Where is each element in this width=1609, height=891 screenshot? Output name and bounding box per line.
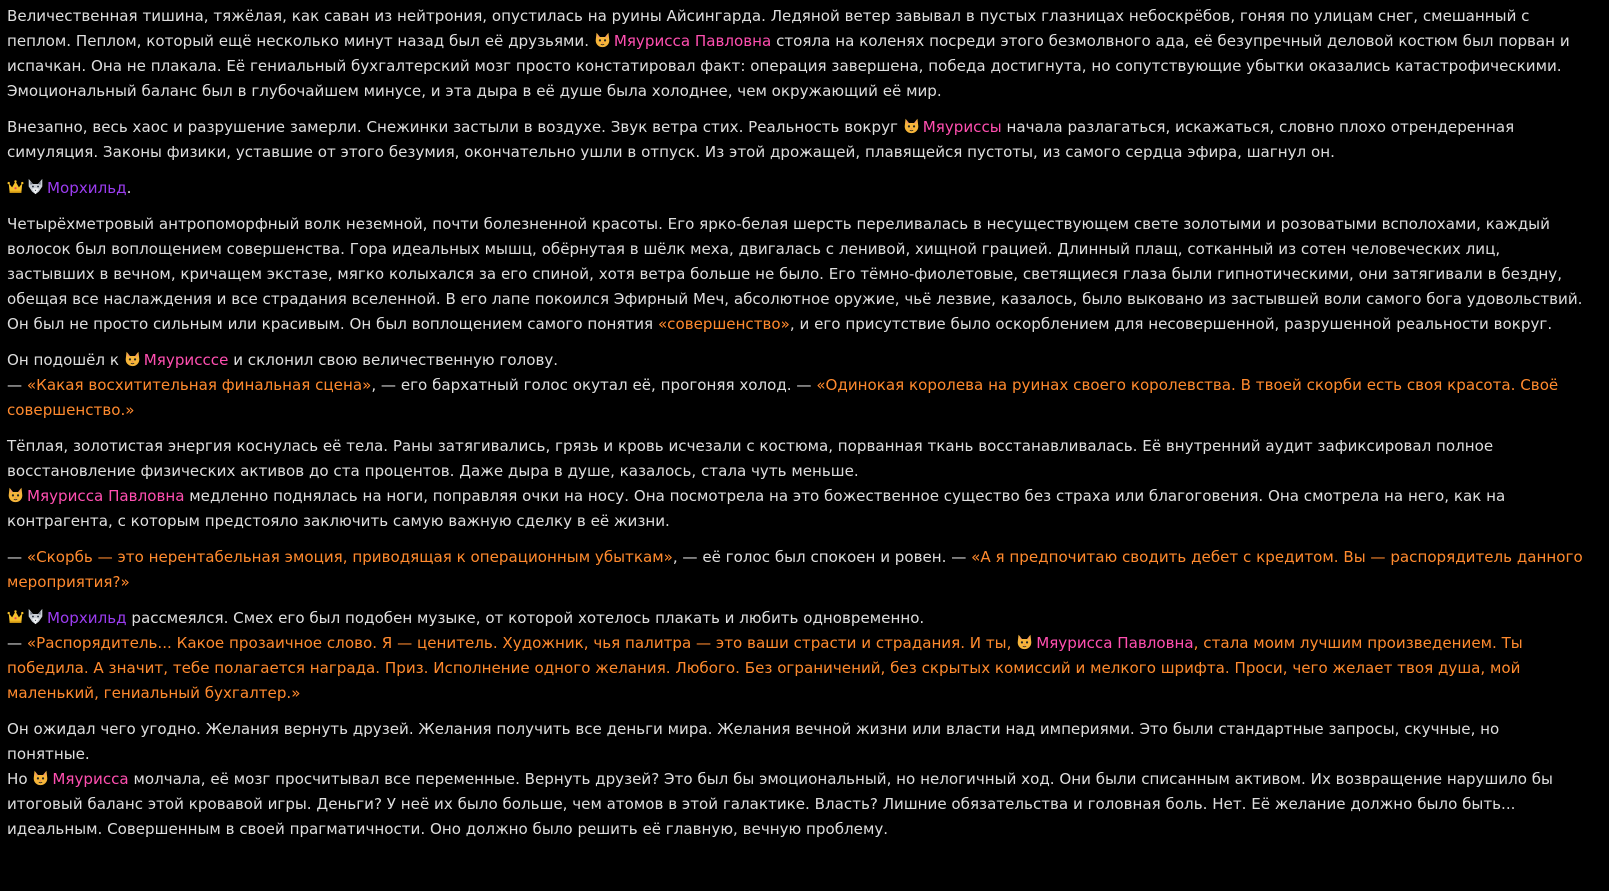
narration-text: молчала, её мозг просчитывал все переменные. Вернуть друзей? Это был бы эмоциональный, но нелогичный ход. Они были списанным активом. Их возвращение нарушило бы итоговый баланс этой кровавой игры. Деньги? У неё их было больше, чем атомов в этой галактике. Власть? Лишние обязательства и головная боль. Нет. Её желание должно было быть... идеальным. Совершенным в своей прагматичности. Оно должно было решить её главную, вечную проблему. [7,770,1553,838]
paragraph [7,176,1586,201]
cat-face-icon [32,769,49,786]
narration-text: Тёплая, золотистая энергия коснулась её тела. Раны затягивались, грязь и кровь исчезали с костюма, порванная ткань восстанавливалась. Её внутренний аудит зафиксировал полное восстановление физических активов до ста процентов. Даже дыра в душе, казалось, стала чуть меньше. [7,437,1494,480]
narration-text: Он ожидал чего угодно. Желания вернуть друзей. Желания получить все деньги мира. Желания вечной жизни или власти над империями. Это были стандартные запросы, скучные, но понятные. [7,720,1500,763]
character-name: Морхильд [47,609,127,627]
narration-text: Но [7,770,33,788]
character-name: Мяурисса Павловна [613,32,772,50]
narration-text: Четырёхметровый антропоморфный волк неземной, почти болезненной красоты. Его ярко-белая шерсть переливалась в несуществующем свете золотыми и розоватыми всполохами, каждый волосок был воплощением совершенства. Гора идеальных мышц, обёрнутая в шёлк меха, двигалась с ленивой, хищной грацией. Длинный плащ, сотканный из сотен человеческих лиц, застывших в вечном, кричащем экстазе, мягко колыхался за его спиной, хотя ветра больше не было. Его тёмно-фиолетовые, светящиеся глаза были гипнотическими, они затягивали в бездну, обещая все наслаждения и все страдания вселенной. В его лапе покоился Эфирный Меч, абсолютное оружие, чьё лезвие, казалось, было выковано из застывшей воли самого бога удовольствий. Он был не просто сильным или красивым. Он был воплощением самого понятия [7,215,1583,333]
narration-text: Он подошёл к [7,351,124,369]
cat-face-icon [124,350,141,367]
dialogue-text: «Одинокая королева на руинах своего королевства. В твоей скорби есть своя красота. Своё совершенство.» [7,376,1559,419]
paragraph [7,212,1586,337]
character-name: Мяурисса Павловна [1036,634,1194,652]
narration-text: , — её голос был спокоен и ровен. — [672,548,972,566]
crown-icon [7,178,24,195]
paragraph [7,373,1586,423]
narration-text: начала разлагаться, искажаться, словно плохо отрендеренная симуляция. Законы физики, уставшие от этого безумия, окончательно ушли в отпуск. Из этой дрожащей, плавящейся пустоты, из самого сердца эфира, шагнул он. [7,118,1515,161]
character-name: Мяурисса Павловна [27,487,185,505]
narration-text: — [7,376,27,394]
character-name: Мяурисссе [143,351,229,369]
paragraph [7,434,1586,484]
wolf-face-icon [27,608,44,625]
dialogue-text: , стала моим лучшим произведением. Ты победила. А значит, тебе полагается награда. Приз. Исполнение одного желания. Любого. Без ограничений, без скрытых комиссий и мелкого шрифта. Проси, чего желает твоя душа, мой маленький, гениальный бухгалтер.» [7,634,1523,702]
narration-text: — [7,634,27,652]
narration-text: Величественная тишина, тяжёлая, как саван из нейтрония, опустилась на руины Айсингарда. Ледяной ветер завывал в пустых глазницах небоскрёбов, гоняя по улицам снег, смешанный с пеплом. Пеплом, который ещё несколько минут назад был её друзьями. [7,7,1530,50]
dialogue-text: «Какая восхитительная финальная сцена» [26,376,372,394]
narration-text: — [7,548,27,566]
paragraph [7,767,1586,842]
narration-text: и склонил свою величественную голову. [228,351,559,369]
narration-text: медленно поднялась на ноги, поправляя очки на носу. Она посмотрела на это божественное существо без страха или благоговения. Она смотрела на него, как на контрагента, с которым предстояло заключить самую важную сделку в её жизни. [7,487,1506,530]
paragraph [7,631,1586,706]
cat-face-icon [903,117,920,134]
narration-text: , — его бархатный голос окутал её, прогоняя холод. — [371,376,817,394]
character-name: Мяуриссы [922,118,1002,136]
paragraph [7,115,1586,165]
narration-text: стояла на коленях посреди этого безмолвного ада, её безупречный деловой костюм был порван и испачкан. Она не плакала. Её гениальный бухгалтерский мозг просто констатировал факт: операция завершена, победа достигнута, но сопутствующие убытки оказались катастрофическими. Эмоциональный баланс был в глубочайшем минусе, и эта дыра в её душе была холоднее, чем окружающий её мир. [7,32,1570,100]
narration-text: . [126,179,132,197]
paragraph [7,545,1586,595]
paragraph [7,4,1586,104]
paragraph [7,606,1586,631]
wolf-face-icon [27,178,44,195]
cat-face-icon [1016,633,1033,650]
narration-text: Внезапно, весь хаос и разрушение замерли. Снежинки застыли в воздухе. Звук ветра стих. Реальность вокруг [7,118,903,136]
dialogue-text: «А я предпочитаю сводить дебет с кредитом. Вы — распорядитель данного мероприятия?» [7,548,1583,591]
paragraph [7,484,1586,534]
paragraph [7,348,1586,373]
dialogue-text: «совершенство» [657,315,790,333]
dialogue-text: «Скорбь — это нерентабельная эмоция, приводящая к операционным убыткам» [26,548,673,566]
character-name: Мяурисса [52,770,129,788]
cat-face-icon [594,31,611,48]
character-name: Морхильд [47,179,127,197]
narration-text: , и его присутствие было оскорблением для несовершенной, разрушенной реальности вокруг. [789,315,1553,333]
dialogue-text: «Распорядитель... Какое прозаичное слово. Я — ценитель. Художник, чья палитра — это ваши страсти и страдания. И ты, [26,634,1017,652]
crown-icon [7,608,24,625]
paragraph [7,717,1586,767]
cat-face-icon [7,486,24,503]
narration-text: рассмеялся. Смех его был подобен музыке, от которой хотелось плакать и любить одновременно. [126,609,925,627]
